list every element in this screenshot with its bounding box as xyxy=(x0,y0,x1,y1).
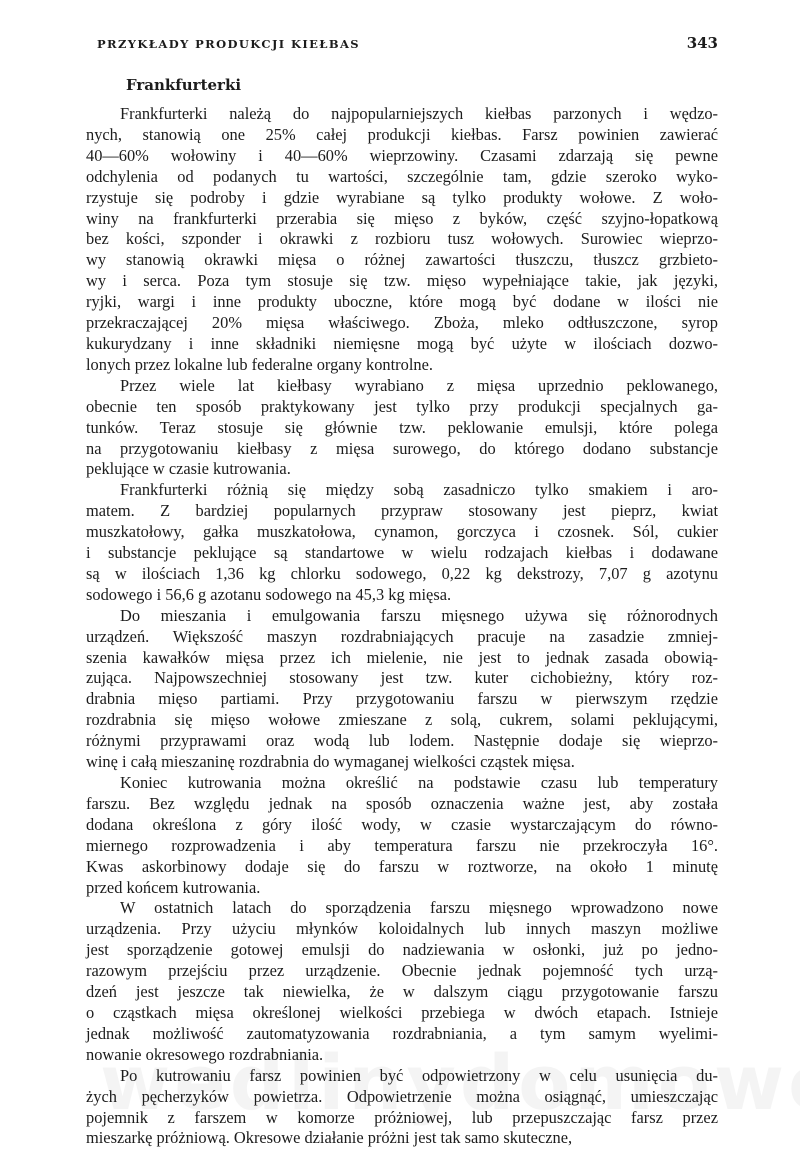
text-line: matem. Z bardziej popularnych przypraw stosowany jest pieprz, kwiat xyxy=(86,501,718,521)
paragraph xyxy=(86,376,718,481)
text-line: winę i całą mieszaninę rozdrabnia do wymaganej wielkości cząstek mięsa. xyxy=(86,752,575,772)
text-line: odchylenia od podanych tu wartości, szczególnie tam, gdzie szeroko wyko- xyxy=(86,166,718,186)
section-title: Frankfurterki xyxy=(126,76,242,94)
text-line: nowanie okresowego rozdrabniania. xyxy=(86,1044,324,1064)
text-line: rzystuje się podroby i gdzie wyrabiane są tylko produkty wołowe. Z woło- xyxy=(86,187,718,207)
text-line: wy i serca. Poza tym stosuje się tzw. mięso wypełniające takie, jak języki, xyxy=(86,271,718,291)
text-line: winy na frankfurterki przerabia się mięso z byków, część szyjno-łopatkową xyxy=(86,208,718,228)
text-line: mieszarkę próżniową. Okresowe działanie próżni jest tak samo skuteczne, xyxy=(86,1128,573,1148)
body-text xyxy=(86,104,718,1149)
text-line: jednak możliwość zautomatyzowania rozdrabniania, a tym samym wyelimi- xyxy=(86,1023,718,1043)
paragraph xyxy=(86,480,718,605)
paragraph xyxy=(86,104,718,376)
text-line: Koniec kutrowania można określić na podstawie czasu lub temperatury xyxy=(120,773,718,792)
text-line: wy stanowią okrawki mięsa o różnej zawartości tłuszczu, tłuszcz grzbieto- xyxy=(86,250,718,270)
text-line: Kwas askorbinowy dodaje się do farszu w roztworze, na około 1 minutę xyxy=(86,856,718,876)
text-line: zująca. Najpowszechniej stosowany jest tzw. kuter cichobieżny, który roz- xyxy=(86,668,718,688)
paragraph xyxy=(86,898,718,1065)
text-line: Po kutrowaniu farsz powinien być odpowietrzony w celu usunięcia du- xyxy=(120,1065,718,1085)
text-line: rozdrabnia się mięso wołowe zmieszane z solą, cukrem, solami peklującymi, xyxy=(86,710,718,730)
text-line: nych, stanowią one 25% całej produkcji kiełbas. Farsz powinien zawierać xyxy=(86,124,718,144)
text-line: Do mieszania i emulgowania farszu mięsnego używa się różnorodnych xyxy=(120,605,718,625)
text-line: przed końcem kutrowania. xyxy=(86,877,261,897)
text-line: Przez wiele lat kiełbasy wyrabiano z mięsa uprzednio peklowanego, xyxy=(120,375,718,395)
text-line: szenia kawałków mięsa przez ich mielenie, nie jest to jednak zasada obowią- xyxy=(86,647,718,667)
text-line: tunków. Teraz stosuje się głównie tzw. peklowanie emulsji, które polega xyxy=(86,417,718,437)
text-line: są w ilościach 1,36 kg chlorku sodowego, 0,22 kg dekstrozy, 7,07 g azotynu xyxy=(86,563,718,583)
text-line: miernego rozprowadzenia i aby temperatura farszu nie przekroczyła 16°. xyxy=(86,835,718,855)
text-line: razowym przejściu przez urządzenie. Obecnie jednak pojemność tych urzą- xyxy=(86,961,718,981)
text-line: Frankfurterki różnią się między sobą zasadniczo tylko smakiem i aro- xyxy=(120,480,718,500)
paragraph xyxy=(86,606,718,773)
text-line: 40—60% wołowiny i 40—60% wieprzowiny. Czasami zdarzają się pewne xyxy=(86,145,718,165)
text-line: różnymi przyprawami oraz wodą lub lodem. Następnie dodaje się wieprzo- xyxy=(86,731,718,751)
page-number: 343 xyxy=(686,34,718,52)
text-line: pojemnik z farszem w komorze próżniowej, lub przepuszczając farsz przez xyxy=(86,1107,718,1127)
paragraph xyxy=(86,1066,718,1150)
text-line: ryjki, wargi i inne produkty uboczne, które mogą być dodane w ilości nie xyxy=(86,292,718,312)
text-line: sodowego i 56,6 g azotanu sodowego na 45,3 kg mięsa. xyxy=(86,584,452,604)
text-line: dzeń jest jeszcze tak niewielka, że w dalszym ciągu przygotowanie farszu xyxy=(86,982,718,1002)
text-line: lonych przez lokalne lub federalne organy kontrolne. xyxy=(86,354,433,374)
running-head xyxy=(86,34,718,60)
text-line: kukurydzany i inne składniki niemięsne mogą być użyte w ilościach dozwo- xyxy=(86,333,718,353)
text-line: obecnie ten sposób praktykowany jest tylko przy produkcji specjalnych ga- xyxy=(86,396,718,416)
text-line: Frankfurterki należą do najpopularniejszych kiełbas parzonych i wędzo- xyxy=(120,104,718,123)
text-line: dodana określona z góry ilość wody, w czasie wystarczającym do równo- xyxy=(86,814,718,834)
text-line: jest sporządzenie gotowej emulsji do nadziewania w osłonki, już po jedno- xyxy=(86,940,718,960)
running-title: PRZYKŁADY PRODUKCJI KIEŁBAS xyxy=(97,37,361,51)
text-line: na przygotowaniu kiełbasy z mięsa surowego, do którego dodano substancje xyxy=(86,438,718,458)
text-line: o cząstkach mięsa określonej wielkości przebiega w dwóch etapach. Istnieje xyxy=(86,1002,718,1022)
text-line: W ostatnich latach do sporządzenia farszu mięsnego wprowadzono nowe xyxy=(120,898,718,918)
text-line: drabnia mięso partiami. Przy przygotowaniu farszu w pierwszym rzędzie xyxy=(86,689,718,709)
text-line: muszkatołowy, gałka muszkatołowa, cynamon, gorczyca i czosnek. Sól, cukier xyxy=(86,522,718,542)
text-line: urządzenia. Przy użyciu młynków koloidalnych lub innych maszyn możliwe xyxy=(86,919,718,939)
text-line: przekraczającej 20% mięsa właściwego. Zboża, mleko odtłuszczone, syrop xyxy=(86,313,718,333)
text-line: farszu. Bez względu jednak na sposób oznaczenia ważne jest, aby została xyxy=(86,793,718,813)
text-line: bez kości, szponder i okrawki z rozbioru tusz wołowych. Surowiec wieprzo- xyxy=(86,229,718,249)
text-line: peklujące w czasie kutrowania. xyxy=(86,459,291,479)
paragraph xyxy=(86,773,718,898)
text-line: urządzeń. Większość maszyn rozdrabniających pracuje na zasadzie zmniej- xyxy=(86,626,718,646)
text-line: żych pęcherzyków powietrza. Odpowietrzenie można osiągnąć, umieszczając xyxy=(86,1086,718,1106)
document-page xyxy=(86,34,718,1149)
text-line: i substancje peklujące są standartowe w wielu rodzajach kiełbas i dodawane xyxy=(86,543,718,563)
